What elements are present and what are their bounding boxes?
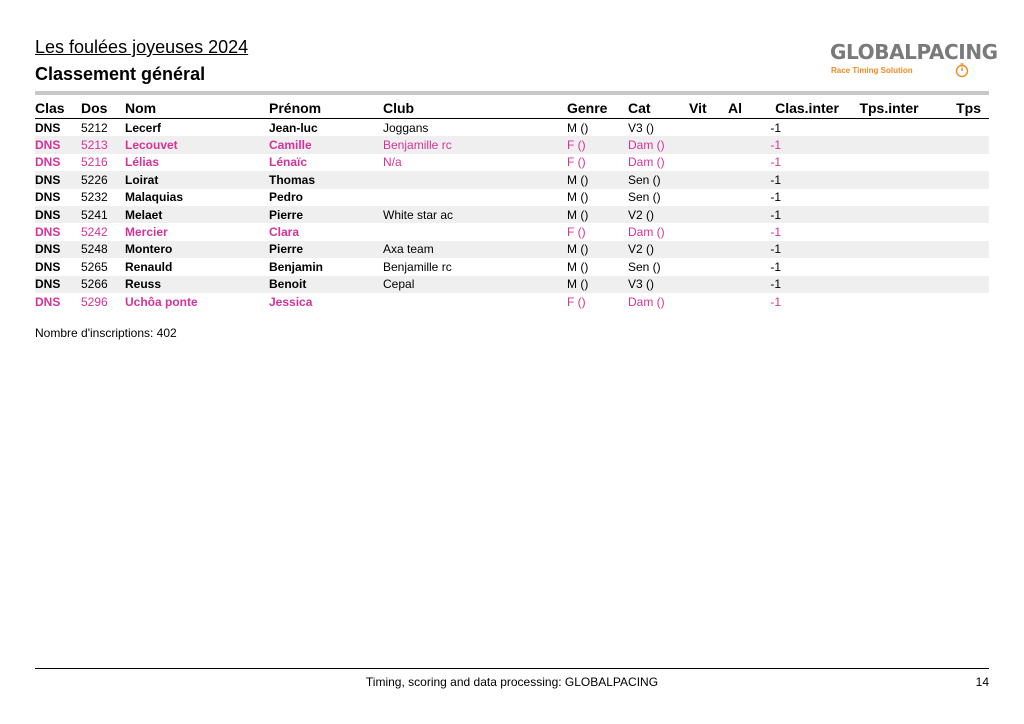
- cell-clas-inter: -1: [770, 294, 781, 309]
- table-row: [35, 223, 989, 240]
- cell-dos: 5248: [81, 241, 125, 258]
- cell-tps-inter: [849, 136, 929, 153]
- cell-cat: V3 (): [628, 276, 689, 293]
- column-header-tps: Tps: [929, 98, 989, 119]
- cell-clas: DNS: [35, 241, 81, 258]
- results-table: [35, 98, 989, 310]
- cell-club: [383, 189, 567, 206]
- cell-club: [383, 171, 567, 188]
- cell-dos: 5216: [81, 155, 108, 170]
- cell-nom: Lecouvet: [125, 136, 269, 153]
- cell-cat: Sen (): [628, 259, 661, 274]
- cell-tps-inter: [849, 276, 929, 293]
- cell-clas-inter: -1: [770, 259, 781, 274]
- table-row: [35, 241, 989, 258]
- cell-genre: F (): [567, 155, 586, 170]
- cell-vit: [689, 206, 728, 223]
- cell-vit: [689, 119, 728, 137]
- cell-vit: [689, 293, 728, 310]
- cell-tps: [929, 206, 989, 223]
- cell-dos: 5296: [81, 294, 108, 309]
- cell-tps-inter: [849, 171, 929, 188]
- column-header-dos: Dos: [81, 98, 125, 119]
- event-title: Les foulées joyeuses 2024: [35, 37, 249, 57]
- column-header-cat: Cat: [628, 98, 689, 119]
- column-header-prenom: Prénom: [269, 98, 383, 119]
- table-row: [35, 276, 989, 293]
- cell-al: [728, 258, 765, 275]
- cell-vit: [689, 154, 728, 171]
- cell-al: [728, 206, 765, 223]
- cell-al: [728, 154, 765, 171]
- table-row: [35, 258, 989, 275]
- cell-genre: M (): [567, 241, 628, 258]
- cell-clas-inter: -1: [765, 276, 849, 293]
- cell-nom: Renauld: [125, 259, 173, 274]
- cell-club: Axa team: [383, 241, 567, 258]
- cell-prenom: Lénaïc: [269, 155, 308, 170]
- cell-vit: [689, 171, 728, 188]
- cell-al: [728, 136, 765, 153]
- stopwatch-icon: [954, 62, 970, 78]
- footer-credit: Timing, scoring and data processing: GLOBALPACING: [365, 675, 659, 689]
- cell-prenom: Pedro: [269, 190, 304, 205]
- cell-clas: DNS: [35, 276, 81, 293]
- cell-tps: [929, 223, 989, 240]
- cell-dos: 5226: [81, 171, 125, 188]
- cell-tps: [929, 171, 989, 188]
- cell-vit: [689, 276, 728, 293]
- cell-club: Benjamille rc: [383, 136, 567, 153]
- cell-cat: V3 (): [628, 120, 655, 135]
- cell-genre: M (): [567, 276, 628, 293]
- cell-tps-inter: [849, 154, 929, 171]
- cell-dos: 5213: [81, 136, 125, 153]
- cell-tps: [929, 258, 989, 275]
- cell-cat: Dam (): [628, 155, 665, 170]
- table-row: [35, 189, 989, 206]
- cell-cat: Dam (): [628, 136, 689, 153]
- cell-tps: [929, 154, 989, 171]
- cell-nom: Malaquias: [125, 190, 184, 205]
- cell-tps: [929, 119, 989, 137]
- cell-al: [728, 293, 765, 310]
- cell-clas: DNS: [35, 155, 61, 170]
- cell-nom: Lecerf: [125, 120, 162, 135]
- cell-al: [728, 276, 765, 293]
- column-header-tps-inter: Tps.inter: [849, 98, 929, 119]
- globalpacing-logo: [830, 40, 998, 80]
- cell-prenom: Benjamin: [269, 259, 324, 274]
- cell-tps-inter: [849, 241, 929, 258]
- cell-genre: M (): [567, 190, 589, 205]
- table-row: [35, 206, 989, 223]
- column-header-al: Al: [728, 98, 765, 119]
- cell-nom: Melaet: [125, 206, 269, 223]
- column-header-clas: Clas: [35, 98, 81, 119]
- cell-genre: M (): [567, 171, 628, 188]
- cell-clas: DNS: [35, 136, 81, 153]
- cell-cat: Dam (): [628, 294, 665, 309]
- cell-genre: M (): [567, 259, 589, 274]
- cell-dos: 5266: [81, 276, 125, 293]
- cell-club: White star ac: [383, 206, 567, 223]
- cell-clas-inter: -1: [765, 206, 849, 223]
- column-header-club: Club: [383, 98, 567, 119]
- cell-al: [728, 241, 765, 258]
- cell-cat: V2 (): [628, 241, 689, 258]
- cell-tps: [929, 241, 989, 258]
- cell-tps: [929, 293, 989, 310]
- cell-prenom: Pierre: [269, 241, 383, 258]
- cell-al: [728, 189, 765, 206]
- page-number: 14: [975, 675, 989, 689]
- table-header-row: [35, 98, 989, 119]
- cell-clas-inter: -1: [770, 225, 781, 240]
- cell-clas: DNS: [35, 225, 61, 240]
- table-row: [35, 293, 989, 310]
- cell-clas: DNS: [35, 206, 81, 223]
- cell-cat: V2 (): [628, 206, 689, 223]
- cell-prenom: Camille: [269, 136, 383, 153]
- cell-club: Joggans: [383, 120, 429, 135]
- cell-clas: DNS: [35, 120, 61, 135]
- cell-nom: Lélias: [125, 155, 160, 170]
- footer-divider: [35, 668, 989, 669]
- cell-dos: 5242: [81, 225, 108, 240]
- cell-vit: [689, 258, 728, 275]
- cell-club: [383, 223, 567, 240]
- cell-clas: DNS: [35, 294, 61, 309]
- cell-genre: F (): [567, 294, 586, 309]
- cell-tps: [929, 189, 989, 206]
- cell-al: [728, 223, 765, 240]
- column-header-genre: Genre: [567, 98, 628, 119]
- cell-dos: 5241: [81, 206, 125, 223]
- cell-prenom: Jessica: [269, 294, 313, 309]
- cell-cat: Dam (): [628, 225, 665, 240]
- cell-clas-inter: -1: [770, 190, 781, 205]
- cell-dos: 5212: [81, 120, 108, 135]
- cell-clas-inter: -1: [770, 155, 781, 170]
- cell-tps: [929, 136, 989, 153]
- cell-prenom: Benoit: [269, 276, 383, 293]
- cell-clas-inter: -1: [765, 241, 849, 258]
- cell-tps-inter: [849, 258, 929, 275]
- cell-vit: [689, 241, 728, 258]
- cell-nom: Uchôa ponte: [125, 294, 198, 309]
- cell-vit: [689, 136, 728, 153]
- header-divider: [35, 91, 989, 95]
- cell-tps-inter: [849, 293, 929, 310]
- cell-tps-inter: [849, 223, 929, 240]
- cell-prenom: Clara: [269, 225, 300, 240]
- cell-prenom: Thomas: [269, 171, 383, 188]
- cell-club: Cepal: [383, 276, 567, 293]
- column-header-nom: Nom: [125, 98, 269, 119]
- cell-genre: F (): [567, 225, 586, 240]
- cell-tps-inter: [849, 119, 929, 137]
- registration-count: Nombre d'inscriptions: 402: [35, 326, 177, 340]
- cell-cat: Sen (): [628, 171, 689, 188]
- cell-tps-inter: [849, 206, 929, 223]
- cell-nom: Mercier: [125, 225, 168, 240]
- column-header-vit: Vit: [689, 98, 728, 119]
- cell-vit: [689, 223, 728, 240]
- cell-dos: 5232: [81, 190, 108, 205]
- cell-al: [728, 119, 765, 137]
- cell-tps-inter: [849, 189, 929, 206]
- cell-clas: DNS: [35, 171, 81, 188]
- table-row: [35, 171, 989, 188]
- cell-club: N/a: [383, 155, 402, 170]
- table-row: [35, 119, 989, 137]
- cell-cat: Sen (): [628, 190, 661, 205]
- logo-name: GLOBALPACING: [830, 40, 998, 64]
- logo-tagline: Race Timing Solution: [831, 66, 913, 75]
- table-row: [35, 136, 989, 153]
- cell-nom: Montero: [125, 241, 269, 258]
- cell-prenom: Pierre: [269, 206, 383, 223]
- page-title: Classement général: [35, 64, 206, 84]
- cell-clas: DNS: [35, 190, 61, 205]
- table-row: [35, 154, 989, 171]
- cell-vit: [689, 189, 728, 206]
- cell-genre: M (): [567, 206, 628, 223]
- cell-clas-inter: -1: [765, 171, 849, 188]
- cell-nom: Loirat: [125, 171, 269, 188]
- cell-dos: 5265: [81, 259, 108, 274]
- cell-prenom: Jean-luc: [269, 120, 318, 135]
- column-header-clas-inter: Clas.inter: [765, 98, 849, 119]
- results-body: [35, 119, 989, 311]
- cell-genre: F (): [567, 136, 628, 153]
- cell-club: Benjamille rc: [383, 259, 452, 274]
- cell-clas-inter: -1: [770, 120, 781, 135]
- cell-club: [383, 293, 567, 310]
- cell-nom: Reuss: [125, 276, 269, 293]
- cell-clas-inter: -1: [765, 136, 849, 153]
- cell-al: [728, 171, 765, 188]
- cell-genre: M (): [567, 120, 589, 135]
- cell-tps: [929, 276, 989, 293]
- cell-clas: DNS: [35, 259, 61, 274]
